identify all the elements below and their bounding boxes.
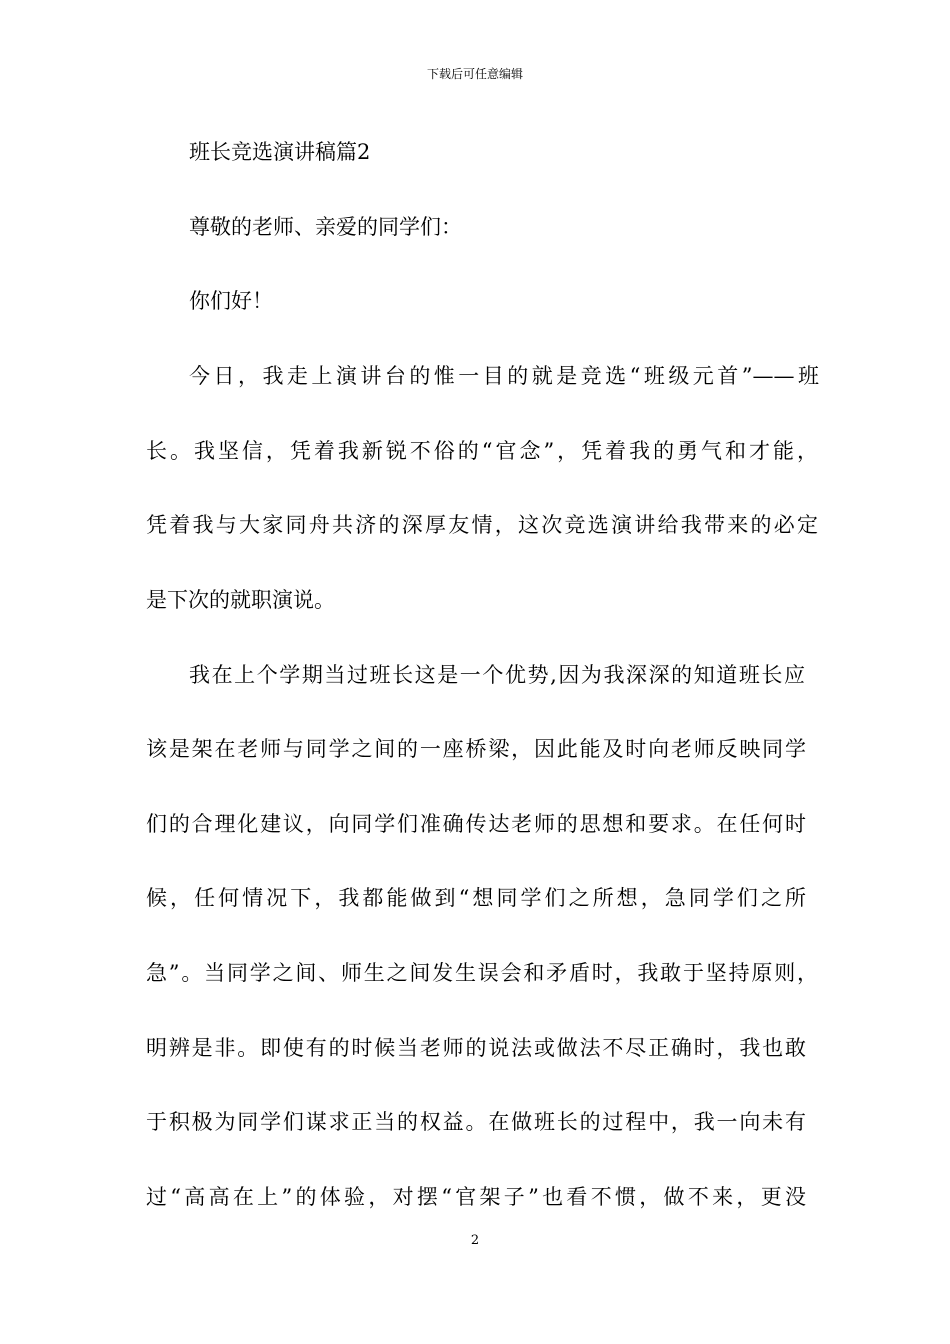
paragraph-2-line-2: 该是架在老师与同学之间的一座桥梁，因此能及时向老师反映同学 bbox=[146, 737, 806, 761]
document-title: 班长竞选演讲稿篇2 bbox=[189, 140, 371, 164]
paragraph-1-line-3: 凭着我与大家同舟共济的深厚友情，这次竞选演讲给我带来的必定 bbox=[146, 513, 818, 537]
greeting: 你们好！ bbox=[189, 289, 273, 313]
paragraph-1-line-4: 是下次的就职演说。 bbox=[146, 588, 335, 612]
paragraph-2-line-5: 急”。当同学之间、师生之间发生误会和矛盾时，我敢于坚持原则， bbox=[146, 961, 818, 985]
paragraph-2-line-1: 我在上个学期当过班长这是一个优势,因为我深深的知道班长应 bbox=[189, 663, 805, 687]
page-number: 2 bbox=[470, 1233, 480, 1248]
paragraph-2-line-6: 明辨是非。即使有的时候当老师的说法或做法不尽正确时，我也敢 bbox=[146, 1036, 806, 1060]
paragraph-2-line-7: 于积极为同学们谋求正当的权益。在做班长的过程中，我一向未有 bbox=[146, 1110, 806, 1134]
salutation: 尊敬的老师、亲爱的同学们： bbox=[189, 215, 462, 239]
paragraph-2-line-8: 过“高高在上”的体验，对摆“官架子”也看不惯，做不来，更没 bbox=[146, 1185, 806, 1209]
paragraph-2-line-3: 们的合理化建议，向同学们准确传达老师的思想和要求。在任何时 bbox=[146, 812, 806, 836]
paragraph-1-line-2: 长。我坚信，凭着我新锐不俗的“官念”，凭着我的勇气和才能， bbox=[146, 439, 818, 463]
page-header: 下载后可任意编辑 bbox=[426, 67, 523, 81]
paragraph-1-line-1: 今日，我走上演讲台的惟一目的就是竞选“班级元首”——班 bbox=[189, 364, 819, 388]
paragraph-2-line-4: 候，任何情况下，我都能做到“想同学们之所想，急同学们之所 bbox=[146, 886, 806, 910]
